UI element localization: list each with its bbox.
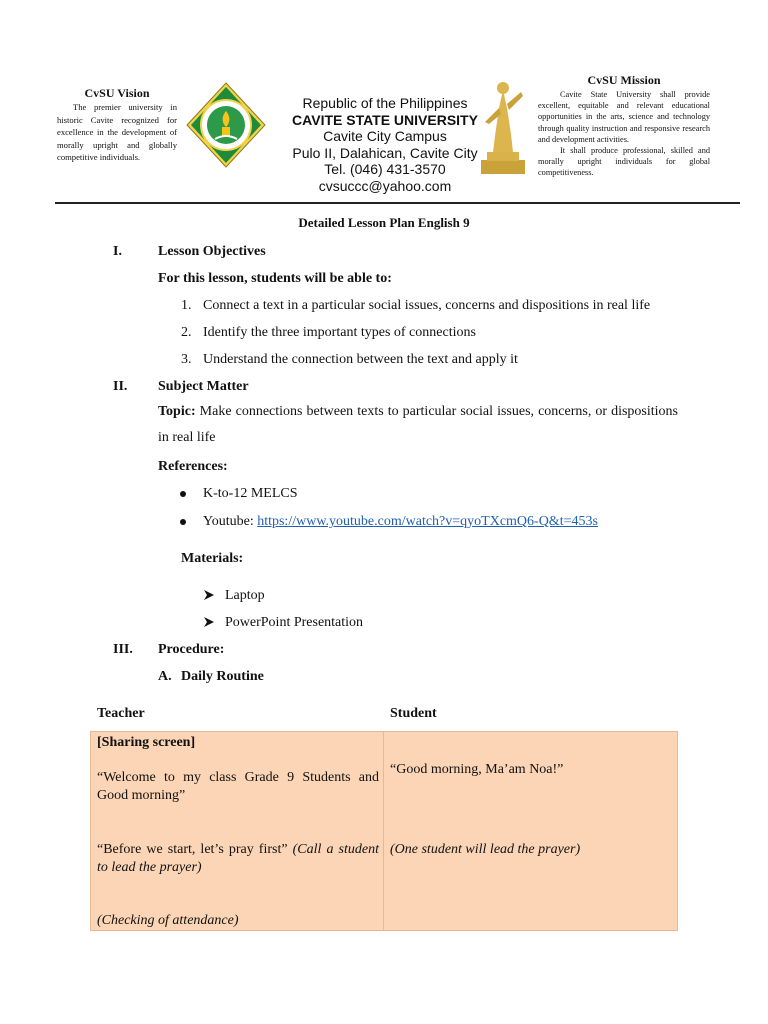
mission-paragraph-2: It shall produce professional, skilled and morally upright individuals for global competitiveness. — [538, 146, 710, 178]
header-divider — [55, 202, 740, 204]
golden-statue-emblem — [477, 78, 529, 176]
table-header-student: Student — [390, 706, 437, 721]
tel-line: Tel. (046) 431-3570 — [324, 161, 446, 177]
subsection-a-heading: Daily Routine — [181, 669, 264, 684]
objective-1-text: Connect a text in a particular social issues, concerns and dispositions in real life — [203, 298, 651, 313]
material-1: Laptop — [225, 588, 265, 603]
section-1-numeral: I. — [113, 244, 122, 259]
university-address-block — [280, 95, 490, 194]
reference-2 — [203, 513, 598, 531]
objective-3-number: 3. — [181, 352, 192, 367]
vision-block — [57, 86, 177, 164]
student-greeting: “Good morning, Ma’am Noa!” — [390, 762, 564, 777]
section-1-heading: Lesson Objectives — [158, 244, 266, 259]
objective-3-text: Understand the connection between the text and apply it — [203, 352, 518, 367]
mission-paragraph-1: Cavite State University shall provide excellent, equitable and relevant educational opportunities in the arts, science and technology through quality instruction and responsive research and development activities. — [538, 90, 710, 144]
teacher-sharing-screen: [Sharing screen] — [97, 735, 196, 750]
objective-1-number: 1. — [181, 298, 192, 313]
vision-text: The premier university in historic Cavite recognized for excellence in the development of morally upright and globally competitive individuals. — [57, 102, 177, 163]
address-line: Pulo II, Dalahican, Cavite City — [292, 144, 478, 161]
mission-title: CvSU Mission — [587, 73, 661, 87]
material-2: PowerPoint Presentation — [225, 615, 364, 630]
teacher-welcome: “Welcome to my class Grade 9 Students and Good morning” — [97, 770, 379, 803]
section-2-heading: Subject Matter — [158, 379, 249, 394]
table-column-divider — [383, 731, 384, 931]
teacher-prayer-quote: “Before we start, let’s pray first” — [97, 842, 288, 857]
campus-line: Cavite City Campus — [323, 128, 447, 144]
section-3-heading: Procedure: — [158, 642, 225, 657]
reference-1-text: K-to-12 MELCS — [203, 486, 298, 501]
materials-label: Materials: — [181, 551, 244, 566]
arrow-bullet-icon — [203, 589, 215, 601]
bullet-icon — [180, 491, 186, 497]
document-title: Detailed Lesson Plan English 9 — [298, 215, 470, 230]
university-name: CAVITE STATE UNIVERSITY — [292, 111, 478, 128]
objective-2-number: 2. — [181, 325, 192, 340]
topic-label: Topic: — [158, 404, 196, 419]
subsection-a-letter: A. — [158, 669, 172, 684]
objective-2-text: Identify the three important types of connections — [203, 325, 476, 340]
table-header-teacher: Teacher — [97, 706, 145, 721]
email-line: cvsuccc@yahoo.com — [318, 177, 452, 194]
teacher-attendance: (Checking of attendance) — [97, 913, 239, 928]
references-label: References: — [158, 459, 228, 474]
section-3-numeral: III. — [113, 642, 133, 657]
topic-text: Make connections between texts to particular social issues, concerns, or dispositions in real life — [158, 404, 678, 445]
teacher-prayer-note: (Call a student to lead the prayer) — [97, 842, 379, 875]
mission-block — [538, 72, 710, 179]
bullet-icon — [180, 519, 186, 525]
objectives-intro: For this lesson, students will be able to: — [158, 271, 392, 286]
routine-table — [90, 731, 678, 931]
arrow-bullet-icon — [203, 616, 215, 628]
youtube-link[interactable]: https://www.youtube.com/watch?v=qyoTXcmQ6-Q&t=453s — [257, 514, 598, 529]
vision-title: CvSU Vision — [84, 86, 150, 100]
reference-2-prefix: Youtube: — [203, 514, 258, 529]
teacher-prayer — [97, 841, 379, 877]
student-prayer: (One student will lead the prayer) — [390, 842, 581, 857]
university-seal-logo — [185, 81, 267, 169]
republic-line: Republic of the Philippines — [302, 95, 468, 111]
topic-paragraph — [158, 399, 678, 451]
section-2-numeral: II. — [113, 379, 128, 394]
